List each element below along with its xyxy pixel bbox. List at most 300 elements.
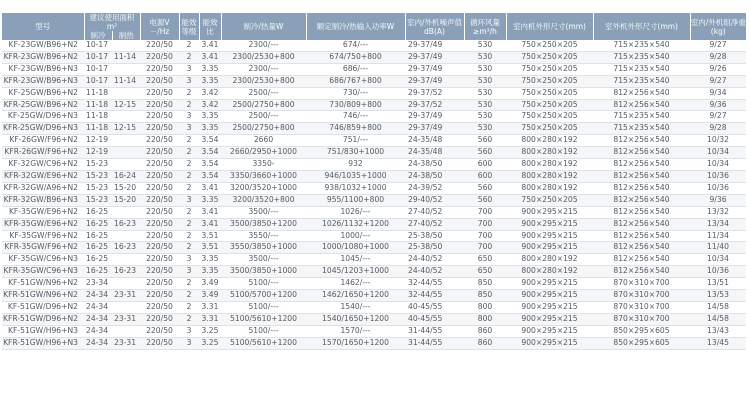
cell-model: KFR-25GW/B96+N2	[2, 99, 84, 111]
cell-outdoor-size: 812×256×540	[593, 170, 690, 182]
cell-model: KFR-32GW/B96+N3	[2, 194, 84, 206]
cell-noise: 24-35/48	[405, 147, 464, 159]
cell-capacity: 2500/2750+800	[221, 99, 306, 111]
cell-energy-ratio: 3.41	[199, 206, 221, 218]
cell-weight: 10/34	[690, 254, 746, 266]
cell-power: 220/50	[140, 278, 179, 290]
cell-indoor-size: 900×295×215	[506, 278, 593, 290]
cell-energy-ratio: 3.41	[199, 40, 221, 51]
cell-airflow: 600	[464, 159, 506, 171]
cell-outdoor-size: 715×235×540	[593, 40, 690, 51]
cell-outdoor-size: 812×256×540	[593, 254, 690, 266]
cell-model: KFR-35GW/C96+N3	[2, 266, 84, 278]
table-row	[2, 147, 746, 159]
cell-energy-ratio: 3.54	[199, 135, 221, 147]
cell-energy-ratio: 3.25	[199, 325, 221, 337]
cell-model: KFR-51GW/H96+N3	[2, 337, 84, 349]
cell-energy-level: 2	[179, 147, 199, 159]
spec-table-container	[2, 13, 746, 350]
cell-capacity: 5100/---	[221, 301, 306, 313]
cell-energy-level: 3	[179, 111, 199, 123]
cell-power: 220/50	[140, 301, 179, 313]
header-outdoor-size: 室外机外形尺寸(mm)	[593, 13, 690, 40]
cell-airflow: 530	[464, 123, 506, 135]
cell-indoor-size: 750×250×205	[506, 123, 593, 135]
cell-noise: 24-38/50	[405, 159, 464, 171]
cell-airflow: 800	[464, 301, 506, 313]
table-row	[2, 194, 746, 206]
table-row	[2, 278, 746, 290]
cell-model: KF-35GW/C96+N3	[2, 254, 84, 266]
cell-area-heat: 11-14	[112, 75, 140, 87]
cell-indoor-size: 750×250×205	[506, 194, 593, 206]
cell-energy-level: 3	[179, 266, 199, 278]
cell-airflow: 700	[464, 242, 506, 254]
cell-energy-ratio: 3.54	[199, 147, 221, 159]
cell-area-cool: 16-25	[84, 230, 112, 242]
cell-noise: 32-44/55	[405, 278, 464, 290]
cell-energy-level: 2	[179, 99, 199, 111]
table-body	[2, 40, 746, 349]
table-row	[2, 123, 746, 135]
cell-airflow: 530	[464, 75, 506, 87]
cell-energy-ratio: 3.25	[199, 337, 221, 349]
cell-energy-ratio: 3.51	[199, 242, 221, 254]
cell-energy-level: 3	[179, 325, 199, 337]
cell-energy-ratio: 3.35	[199, 111, 221, 123]
cell-area-heat	[112, 278, 140, 290]
cell-area-heat: 16-23	[112, 266, 140, 278]
cell-airflow: 530	[464, 111, 506, 123]
cell-energy-level: 3	[179, 75, 199, 87]
cell-airflow: 530	[464, 87, 506, 99]
cell-noise: 27-40/52	[405, 218, 464, 230]
cell-rated-power: 946/1035+1000	[306, 170, 405, 182]
table-row	[2, 99, 746, 111]
cell-area-heat: 12-15	[112, 123, 140, 135]
cell-outdoor-size: 870×310×700	[593, 301, 690, 313]
cell-airflow: 530	[464, 63, 506, 75]
table-row	[2, 242, 746, 254]
table-row	[2, 75, 746, 87]
cell-weight: 13/43	[690, 325, 746, 337]
cell-rated-power: 1462/1650+1200	[306, 290, 405, 302]
cell-capacity: 3200/3520+800	[221, 194, 306, 206]
header-indoor-size: 室内机外形尺寸(mm)	[506, 13, 593, 40]
table-row	[2, 159, 746, 171]
cell-indoor-size: 800×280×192	[506, 266, 593, 278]
cell-model: KF-23GW/B96+N3	[2, 63, 84, 75]
cell-power: 220/50	[140, 218, 179, 230]
cell-outdoor-size: 715×235×540	[593, 123, 690, 135]
cell-rated-power: 746/859+800	[306, 123, 405, 135]
cell-indoor-size: 750×250×205	[506, 111, 593, 123]
cell-area-cool: 24-34	[84, 325, 112, 337]
cell-area-heat: 23-31	[112, 313, 140, 325]
cell-outdoor-size: 715×235×540	[593, 51, 690, 63]
cell-area-cool: 11-18	[84, 99, 112, 111]
cell-weight: 14/58	[690, 313, 746, 325]
cell-outdoor-size: 812×256×540	[593, 194, 690, 206]
cell-energy-ratio: 3.42	[199, 99, 221, 111]
cell-energy-level: 2	[179, 40, 199, 51]
cell-model: KF-51GW/D96+N2	[2, 301, 84, 313]
cell-indoor-size: 900×295×215	[506, 206, 593, 218]
cell-capacity: 3350/3660+1000	[221, 170, 306, 182]
cell-indoor-size: 750×250×205	[506, 40, 593, 51]
cell-airflow: 560	[464, 182, 506, 194]
cell-energy-level: 2	[179, 206, 199, 218]
table-row	[2, 170, 746, 182]
cell-energy-ratio: 3.35	[199, 194, 221, 206]
cell-outdoor-size: 812×256×540	[593, 230, 690, 242]
cell-energy-ratio: 3.35	[199, 254, 221, 266]
cell-energy-ratio: 3.31	[199, 301, 221, 313]
cell-energy-ratio: 3.49	[199, 290, 221, 302]
cell-rated-power: 751/---	[306, 135, 405, 147]
cell-capacity: 5100/5700+1200	[221, 290, 306, 302]
cell-model: KF-51GW/H96+N3	[2, 325, 84, 337]
cell-indoor-size: 750×250×205	[506, 87, 593, 99]
cell-model: KFR-32GW/E96+N2	[2, 170, 84, 182]
cell-area-cool: 10-17	[84, 75, 112, 87]
cell-indoor-size: 800×280×192	[506, 159, 593, 171]
cell-energy-level: 3	[179, 63, 199, 75]
cell-area-cool: 24-34	[84, 313, 112, 325]
spec-table	[2, 13, 746, 350]
cell-noise: 25-38/50	[405, 230, 464, 242]
cell-power: 220/50	[140, 337, 179, 349]
cell-rated-power: 1570/1650+1200	[306, 337, 405, 349]
table-row	[2, 40, 746, 51]
cell-model: KFR-51GW/N96+N2	[2, 290, 84, 302]
cell-noise: 24-39/52	[405, 182, 464, 194]
cell-weight: 11/40	[690, 242, 746, 254]
cell-area-heat	[112, 230, 140, 242]
cell-area-heat: 23-31	[112, 290, 140, 302]
cell-rated-power: 1000/---	[306, 230, 405, 242]
header-capacity: 制冷/热量W	[221, 13, 306, 40]
cell-area-cool: 11-18	[84, 111, 112, 123]
cell-noise: 27-40/52	[405, 206, 464, 218]
cell-capacity: 3500/3850+1200	[221, 218, 306, 230]
cell-rated-power: 1045/---	[306, 254, 405, 266]
cell-capacity: 2500/---	[221, 111, 306, 123]
header-airflow: 循环风量≥m³/h	[464, 13, 506, 40]
cell-area-cool: 15-23	[84, 170, 112, 182]
table-row	[2, 301, 746, 313]
cell-outdoor-size: 812×256×540	[593, 147, 690, 159]
header-energy-level: 能效等级	[179, 13, 199, 40]
cell-outdoor-size: 812×256×540	[593, 242, 690, 254]
cell-power: 220/50	[140, 325, 179, 337]
table-row	[2, 266, 746, 278]
cell-indoor-size: 900×295×215	[506, 230, 593, 242]
cell-rated-power: 751/830+1000	[306, 147, 405, 159]
cell-capacity: 5100/5610+1200	[221, 337, 306, 349]
cell-weight: 9/26	[690, 63, 746, 75]
cell-model: KFR-51GW/D96+N2	[2, 313, 84, 325]
cell-area-heat	[112, 254, 140, 266]
cell-capacity: 5100/---	[221, 278, 306, 290]
cell-weight: 9/27	[690, 111, 746, 123]
cell-airflow: 560	[464, 194, 506, 206]
cell-area-heat: 16-23	[112, 242, 140, 254]
cell-capacity: 2300/2530+800	[221, 75, 306, 87]
cell-area-cool: 10-17	[84, 63, 112, 75]
cell-noise: 24-38/50	[405, 170, 464, 182]
cell-area-heat: 15-20	[112, 182, 140, 194]
cell-power: 220/50	[140, 135, 179, 147]
cell-model: KFR-25GW/D96+N3	[2, 123, 84, 135]
cell-area-heat: 11-14	[112, 51, 140, 63]
cell-capacity: 2660/2950+1000	[221, 147, 306, 159]
cell-area-heat	[112, 301, 140, 313]
header-weight: 室内/外机组净重(kg)	[690, 13, 746, 40]
cell-weight: 10/32	[690, 135, 746, 147]
cell-noise: 29-37/49	[405, 123, 464, 135]
table-row	[2, 337, 746, 349]
cell-indoor-size: 900×295×215	[506, 242, 593, 254]
cell-energy-ratio: 3.35	[199, 123, 221, 135]
cell-noise: 40-45/55	[405, 301, 464, 313]
cell-indoor-size: 750×250×205	[506, 51, 593, 63]
cell-area-cool: 12-19	[84, 147, 112, 159]
cell-area-heat	[112, 111, 140, 123]
cell-energy-level: 3	[179, 254, 199, 266]
cell-outdoor-size: 812×256×540	[593, 182, 690, 194]
cell-model: KF-32GW/C96+N2	[2, 159, 84, 171]
cell-airflow: 800	[464, 313, 506, 325]
cell-power: 220/50	[140, 242, 179, 254]
table-row	[2, 230, 746, 242]
cell-outdoor-size: 850×295×605	[593, 325, 690, 337]
cell-energy-ratio: 3.41	[199, 51, 221, 63]
cell-energy-ratio: 3.35	[199, 266, 221, 278]
cell-power: 220/50	[140, 266, 179, 278]
cell-power: 220/50	[140, 87, 179, 99]
table-row	[2, 325, 746, 337]
cell-noise: 24-35/48	[405, 135, 464, 147]
cell-energy-level: 2	[179, 278, 199, 290]
cell-outdoor-size: 870×310×700	[593, 313, 690, 325]
cell-noise: 24-40/52	[405, 254, 464, 266]
cell-area-heat	[112, 135, 140, 147]
cell-indoor-size: 800×280×192	[506, 170, 593, 182]
cell-energy-ratio: 3.41	[199, 182, 221, 194]
cell-energy-level: 2	[179, 301, 199, 313]
cell-weight: 9/36	[690, 194, 746, 206]
table-row	[2, 206, 746, 218]
cell-outdoor-size: 715×235×540	[593, 75, 690, 87]
cell-energy-ratio: 3.54	[199, 159, 221, 171]
cell-power: 220/50	[140, 123, 179, 135]
cell-energy-ratio: 3.42	[199, 87, 221, 99]
cell-outdoor-size: 812×256×540	[593, 218, 690, 230]
cell-noise: 29-40/52	[405, 194, 464, 206]
table-row	[2, 111, 746, 123]
cell-power: 220/50	[140, 194, 179, 206]
cell-weight: 13/51	[690, 278, 746, 290]
cell-energy-level: 2	[179, 218, 199, 230]
cell-indoor-size: 800×280×192	[506, 147, 593, 159]
cell-noise: 29-37/49	[405, 51, 464, 63]
cell-area-heat	[112, 87, 140, 99]
cell-energy-level: 2	[179, 87, 199, 99]
cell-airflow: 650	[464, 266, 506, 278]
cell-energy-level: 2	[179, 230, 199, 242]
cell-power: 220/50	[140, 159, 179, 171]
cell-area-cool: 24-34	[84, 337, 112, 349]
cell-weight: 13/53	[690, 290, 746, 302]
cell-energy-ratio: 3.54	[199, 170, 221, 182]
cell-rated-power: 1026/---	[306, 206, 405, 218]
cell-rated-power: 1000/1080+1000	[306, 242, 405, 254]
cell-airflow: 530	[464, 40, 506, 51]
cell-rated-power: 686/767+800	[306, 75, 405, 87]
cell-noise: 32-44/55	[405, 290, 464, 302]
header-area-heat: 制热	[112, 31, 140, 40]
cell-energy-ratio: 3.35	[199, 75, 221, 87]
cell-model: KFR-23GW/B96+N3	[2, 75, 84, 87]
cell-capacity: 3350-	[221, 159, 306, 171]
cell-outdoor-size: 715×235×540	[593, 63, 690, 75]
cell-weight: 9/27	[690, 75, 746, 87]
cell-noise: 29-37/49	[405, 75, 464, 87]
cell-noise: 25-38/50	[405, 242, 464, 254]
cell-outdoor-size: 870×310×700	[593, 290, 690, 302]
cell-energy-level: 2	[179, 182, 199, 194]
cell-energy-level: 2	[179, 313, 199, 325]
cell-airflow: 700	[464, 230, 506, 242]
cell-indoor-size: 900×295×215	[506, 218, 593, 230]
cell-rated-power: 1540/1650+1200	[306, 313, 405, 325]
cell-airflow: 530	[464, 99, 506, 111]
cell-power: 220/50	[140, 170, 179, 182]
cell-area-cool: 11-18	[84, 123, 112, 135]
table-row	[2, 313, 746, 325]
cell-outdoor-size: 812×256×540	[593, 159, 690, 171]
cell-model: KF-23GW/B96+N2	[2, 40, 84, 51]
cell-power: 220/50	[140, 111, 179, 123]
header-area-cool: 制冷	[84, 31, 112, 40]
cell-area-heat	[112, 206, 140, 218]
cell-noise: 29-37/49	[405, 111, 464, 123]
cell-capacity: 3500/3850+1000	[221, 266, 306, 278]
cell-area-cool: 23-34	[84, 278, 112, 290]
cell-model: KFR-35GW/E96+N2	[2, 218, 84, 230]
header-noise: 室内/外机噪声值dB(A)	[405, 13, 464, 40]
cell-energy-ratio: 3.49	[199, 278, 221, 290]
cell-capacity: 2300/---	[221, 63, 306, 75]
cell-rated-power: 1026/1132+1200	[306, 218, 405, 230]
cell-area-cool: 24-34	[84, 301, 112, 313]
cell-area-cool: 16-25	[84, 218, 112, 230]
cell-airflow: 560	[464, 135, 506, 147]
cell-power: 220/50	[140, 254, 179, 266]
header-power: 电源V－/Hz	[140, 13, 179, 40]
cell-noise: 29-37/49	[405, 63, 464, 75]
cell-weight: 11/34	[690, 230, 746, 242]
cell-area-cool: 15-23	[84, 194, 112, 206]
cell-power: 220/50	[140, 51, 179, 63]
cell-weight: 10/36	[690, 182, 746, 194]
cell-capacity: 2500/2750+800	[221, 123, 306, 135]
cell-model: KF-51GW/N96+N2	[2, 278, 84, 290]
cell-area-heat: 16-24	[112, 170, 140, 182]
table-row	[2, 254, 746, 266]
cell-capacity: 3550/---	[221, 230, 306, 242]
table-header	[2, 13, 746, 40]
cell-rated-power: 686/---	[306, 63, 405, 75]
cell-model: KF-25GW/D96+N3	[2, 111, 84, 123]
cell-model: KF-25GW/B96+N2	[2, 87, 84, 99]
cell-energy-ratio: 3.41	[199, 218, 221, 230]
cell-power: 220/50	[140, 182, 179, 194]
cell-power: 220/50	[140, 40, 179, 51]
cell-power: 220/50	[140, 206, 179, 218]
cell-airflow: 600	[464, 170, 506, 182]
cell-indoor-size: 900×295×215	[506, 325, 593, 337]
cell-area-cool: 16-25	[84, 242, 112, 254]
cell-area-heat: 16-23	[112, 218, 140, 230]
cell-model: KF-26GW/F96+N2	[2, 135, 84, 147]
cell-noise: 29-37/52	[405, 87, 464, 99]
cell-area-heat	[112, 147, 140, 159]
cell-noise: 29-37/52	[405, 99, 464, 111]
cell-rated-power: 1540/---	[306, 301, 405, 313]
cell-area-cool: 16-25	[84, 254, 112, 266]
cell-weight: 10/34	[690, 147, 746, 159]
table-row	[2, 63, 746, 75]
cell-area-cool: 24-34	[84, 290, 112, 302]
header-model: 型号	[2, 13, 84, 40]
cell-airflow: 530	[464, 51, 506, 63]
cell-area-cool: 15-23	[84, 182, 112, 194]
cell-capacity: 2300/---	[221, 40, 306, 51]
cell-rated-power: 1462/---	[306, 278, 405, 290]
cell-weight: 13/34	[690, 218, 746, 230]
cell-rated-power: 955/1100+800	[306, 194, 405, 206]
table-row	[2, 218, 746, 230]
cell-energy-ratio: 3.31	[199, 313, 221, 325]
cell-airflow: 860	[464, 337, 506, 349]
cell-noise: 31-44/55	[405, 337, 464, 349]
cell-power: 220/50	[140, 63, 179, 75]
cell-rated-power: 932	[306, 159, 405, 171]
header-rated-power: 额定制冷/热输入功率W	[306, 13, 405, 40]
cell-capacity: 3200/3520+1000	[221, 182, 306, 194]
cell-weight: 9/34	[690, 87, 746, 99]
cell-area-heat	[112, 325, 140, 337]
cell-capacity: 3500/---	[221, 206, 306, 218]
cell-outdoor-size: 870×310×700	[593, 278, 690, 290]
cell-weight: 10/36	[690, 266, 746, 278]
cell-indoor-size: 750×250×205	[506, 99, 593, 111]
cell-airflow: 700	[464, 206, 506, 218]
cell-area-cool: 16-25	[84, 266, 112, 278]
cell-area-heat	[112, 40, 140, 51]
cell-power: 220/50	[140, 230, 179, 242]
cell-airflow: 850	[464, 278, 506, 290]
table-row	[2, 87, 746, 99]
cell-airflow: 650	[464, 254, 506, 266]
cell-indoor-size: 750×250×205	[506, 75, 593, 87]
cell-area-cool: 16-25	[84, 206, 112, 218]
cell-energy-level: 2	[179, 135, 199, 147]
table-row	[2, 290, 746, 302]
cell-noise: 40-45/55	[405, 313, 464, 325]
